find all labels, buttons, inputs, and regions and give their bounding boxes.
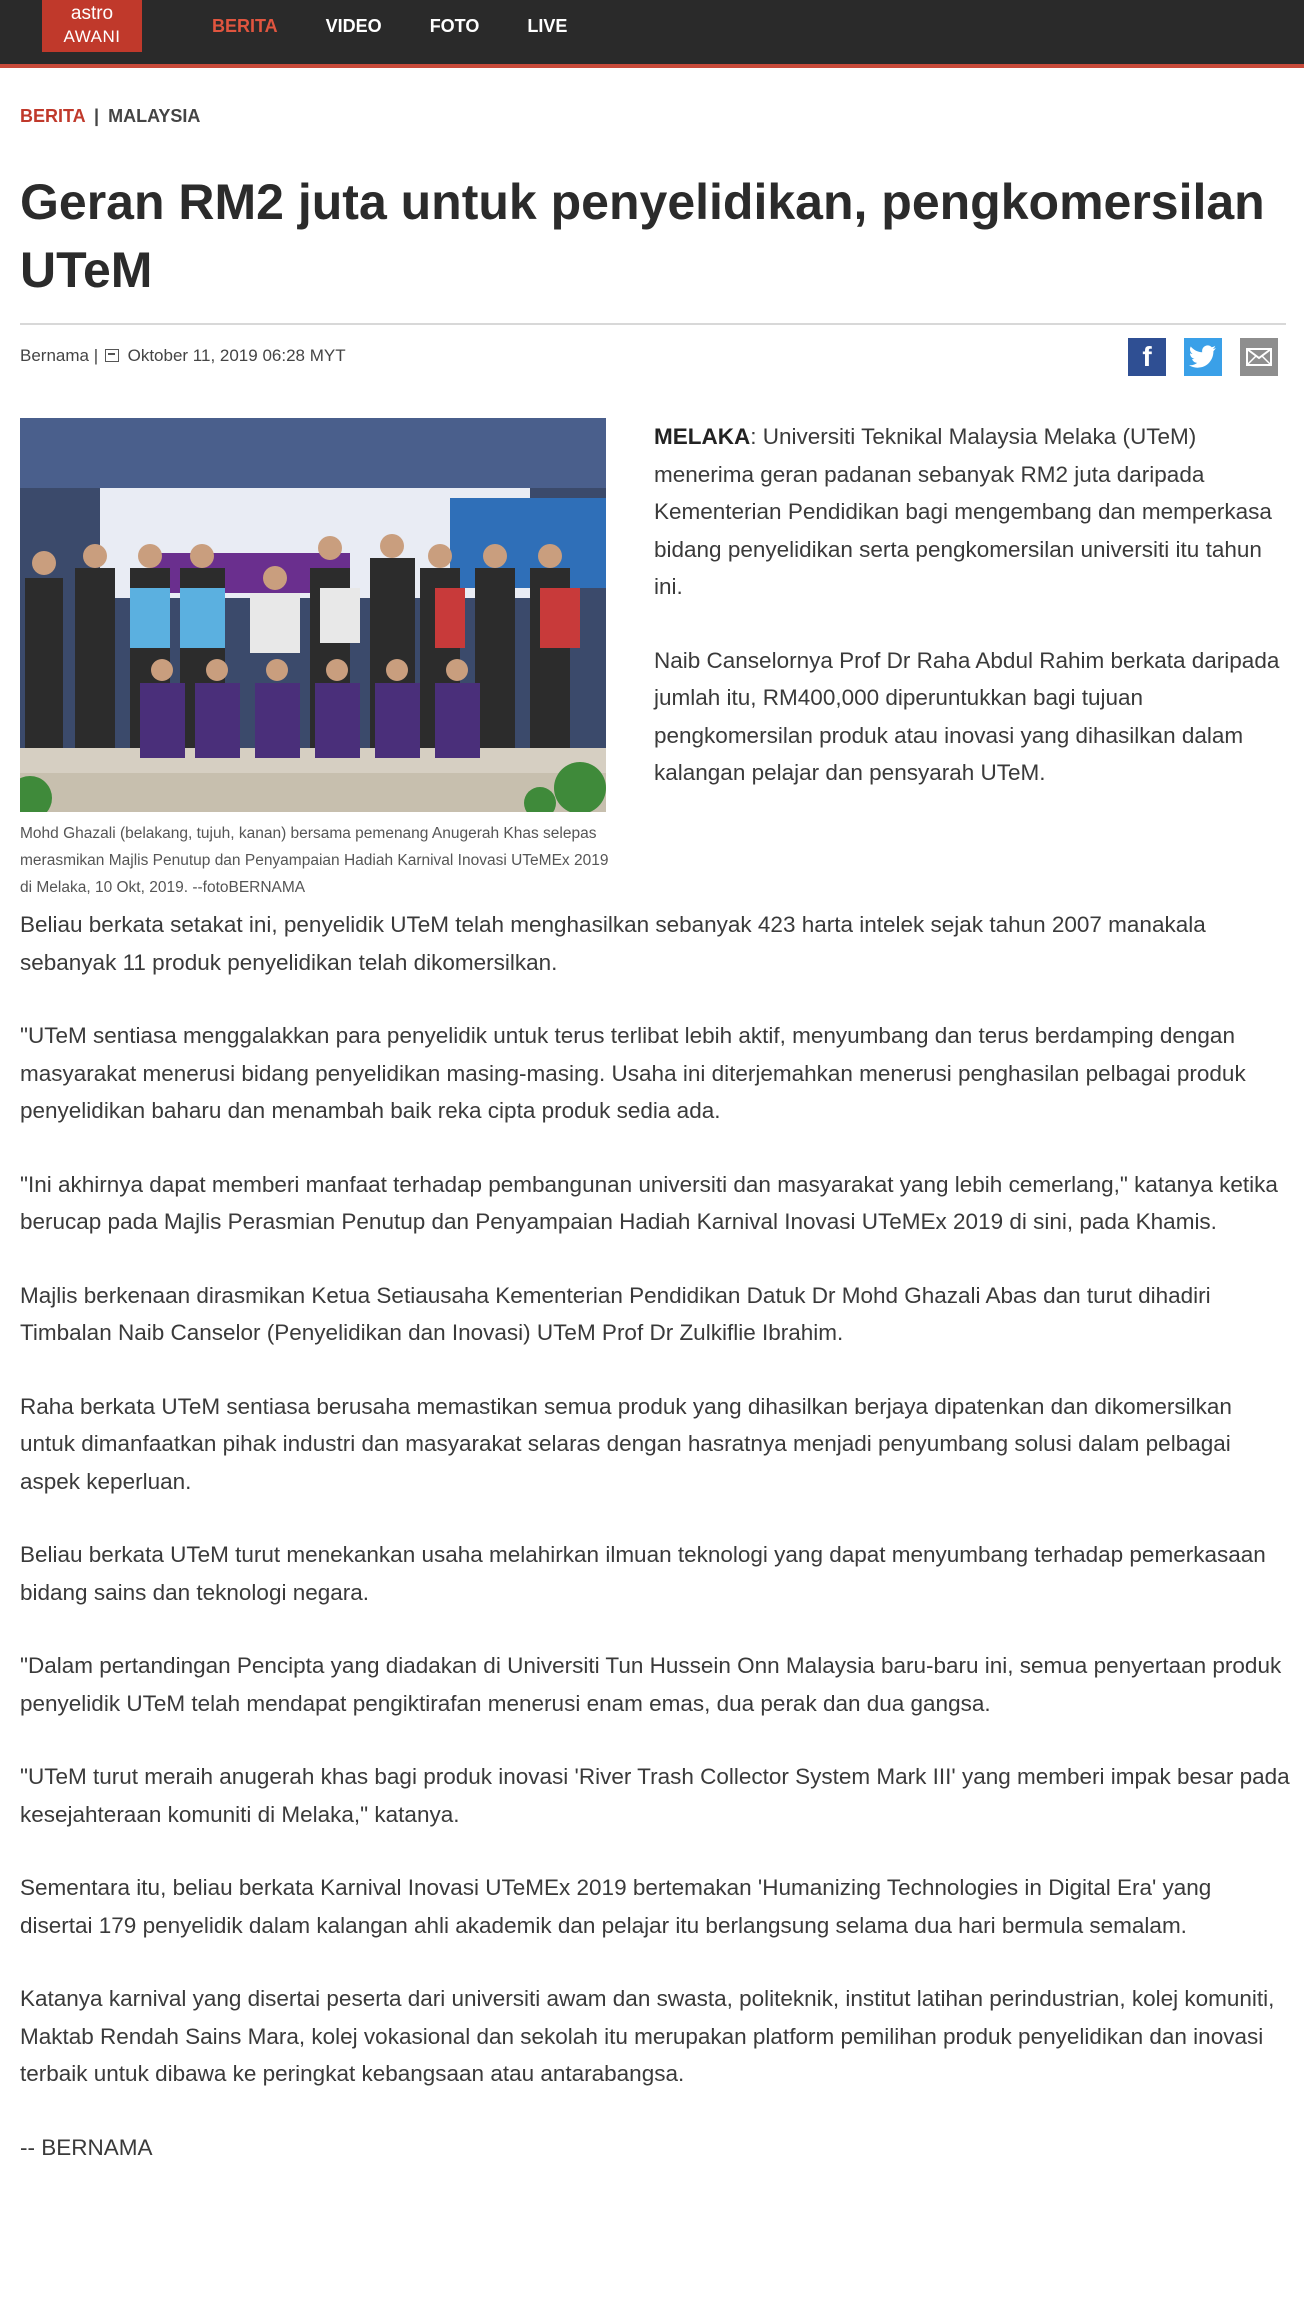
article-title: Geran RM2 juta untuk penyelidikan, pengkomersilan UTeM [20,174,1265,298]
lead-paragraph-1 [654,418,1284,606]
body-paragraph: Beliau berkata UTeM turut menekankan usaha melahirkan ilmuan teknologi yang dapat menyumbang terhadap pemerkasaan bidang sains dan teknologi negara. [20,1542,1266,1605]
article-photo [20,418,606,812]
twitter-icon [1189,345,1217,369]
body-paragraph: "Dalam pertandingan Pencipta yang diadakan di Universiti Tun Hussein Onn Malaysia baru-baru ini, semua penyertaan produk penyelidik UTeM telah mendapat pengiktirafan menerusi enam emas, dua perak dan dua gangsa. [20,1653,1282,1716]
dateline: MELAKA [654,424,751,449]
logo-line-awani: AWANI [63,27,121,46]
body-paragraph: "UTeM sentiasa menggalakkan para penyelidik untuk terus terlibat lebih aktif, menyumbang dan terus berdamping dengan masyarakat menerusi bidang penyelidikan masing-masing. Usaha ini diterjemahkan menerusi penghasilan pelbagai produk penyelidikan baharu dan menambah baik reka cipta produk sedia ada. [20,1023,1246,1123]
lead-paragraph-1-text: : Universiti Teknikal Malaysia Melaka (UTeM) menerima geran padanan sebanyak RM2 juta daripada Kementerian Pendidikan bagi mengembang dan memperkasa bidang penyelidikan serta pengkomersilan universiti itu tahun ini. [654,424,1272,599]
body-paragraph: "Ini akhirnya dapat memberi manfaat terhadap pembangunan universiti dan masyarakat yang lebih cemerlang," katanya ketika berucap pada Majlis Perasmian Penutup dan Penyampaian Hadiah Karnival Inovasi UTeMEx 2019 di sini, pada Khamis. [20,1171,1278,1234]
publish-date: Oktober 11, 2019 06:28 MYT [127,346,346,365]
lead-paragraph-2: Naib Canselornya Prof Dr Raha Abdul Rahim berkata daripada jumlah itu, RM400,000 diperuntukkan bagi tujuan pengkomersilan produk atau inovasi yang dihasilkan dalam kalangan pelajar dan pensyarah UTeM. [654,647,1280,785]
article-body [20,906,1290,2202]
nav-item-video[interactable]: VIDEO [325,15,382,36]
body-paragraph: Majlis berkenaan dirasmikan Ketua Setiausaha Kementerian Pendidikan Datuk Dr Mohd Ghazali Abas dan turut dihadiri Timbalan Naib Canselor (Penyelidikan dan Inovasi) UTeM Prof Dr Zulkiflie Ibrahim. [20,1282,1211,1345]
top-navigation-bar [0,0,1304,68]
title-divider [20,323,1286,325]
body-paragraph: Raha berkata UTeM sentiasa berusaha memastikan semua produk yang dihasilkan berjaya dipatenkan dan dikomersilkan untuk dimanfaatkan pihak industri dan masyarakat selaras dengan hasratnya menjadi penyumbang solusi dalam pelbagai aspek keperluan. [20,1393,1232,1494]
breadcrumb-subsection-link[interactable]: MALAYSIA [108,106,201,126]
breadcrumb-separator: | [94,106,100,126]
facebook-icon: f [1142,341,1152,372]
article-meta [20,346,346,366]
facebook-share-button[interactable] [1128,338,1166,376]
byline-separator: | [93,346,99,365]
mail-icon [1246,348,1272,366]
breadcrumb-section-link[interactable]: BERITA [20,106,85,126]
email-share-button[interactable] [1240,338,1278,376]
nav-item-foto[interactable]: FOTO [429,15,480,36]
twitter-share-button[interactable] [1184,338,1222,376]
nav-item-berita[interactable]: BERITA [212,15,278,36]
body-paragraph: Katanya karnival yang disertai peserta dari universiti awam dan swasta, politeknik, institut latihan perindustrian, kolej komuniti, Maktab Rendah Sains Mara, kolej vokasional dan sekolah itu merupakan platform pemilihan produk penyelidikan dan inovasi terbaik untuk dibawa ke peringkat kebangsaan atau antarabangsa. [20,1986,1275,2086]
source-credit: -- BERNAMA [20,2134,153,2160]
body-paragraph: "UTeM turut meraih anugerah khas bagi produk inovasi 'River Trash Collector System Mark III' yang memberi impak besar pada kesejahteraan komuniti di Melaka," katanya. [20,1764,1290,1827]
logo-line-astro: astro [70,3,114,24]
body-paragraph: Sementara itu, beliau berkata Karnival Inovasi UTeMEx 2019 bertemakan 'Humanizing Technologies in Digital Era' yang disertai 179 penyelidik dalam kalangan ahli akademik dan pelajar itu berlangsung selama dua hari bermula semalam. [20,1875,1212,1938]
breadcrumb [20,106,200,127]
nav-item-live[interactable]: LIVE [527,15,568,36]
calendar-icon [105,349,119,362]
body-paragraph: Beliau berkata setakat ini, penyelidik UTeM telah menghasilkan sebanyak 423 harta intelek sejak tahun 2007 manakala sebanyak 11 produk penyelidikan telah dikomersilkan. [20,912,1206,975]
byline: Bernama [20,346,89,365]
award-ceremony-photo [20,418,606,812]
main-nav [212,0,615,52]
astro-awani-logo[interactable] [42,0,142,52]
article-lead [654,418,1284,828]
photo-caption: Mohd Ghazali (belakang, tujuh, kanan) bersama pemenang Anugerah Khas selepas merasmikan Majlis Penutup dan Penyampaian Hadiah Karnival Inovasi UTeMEx 2019 di Melaka, 10 Okt, 2019. --fotoBERNAMA [20,825,609,896]
